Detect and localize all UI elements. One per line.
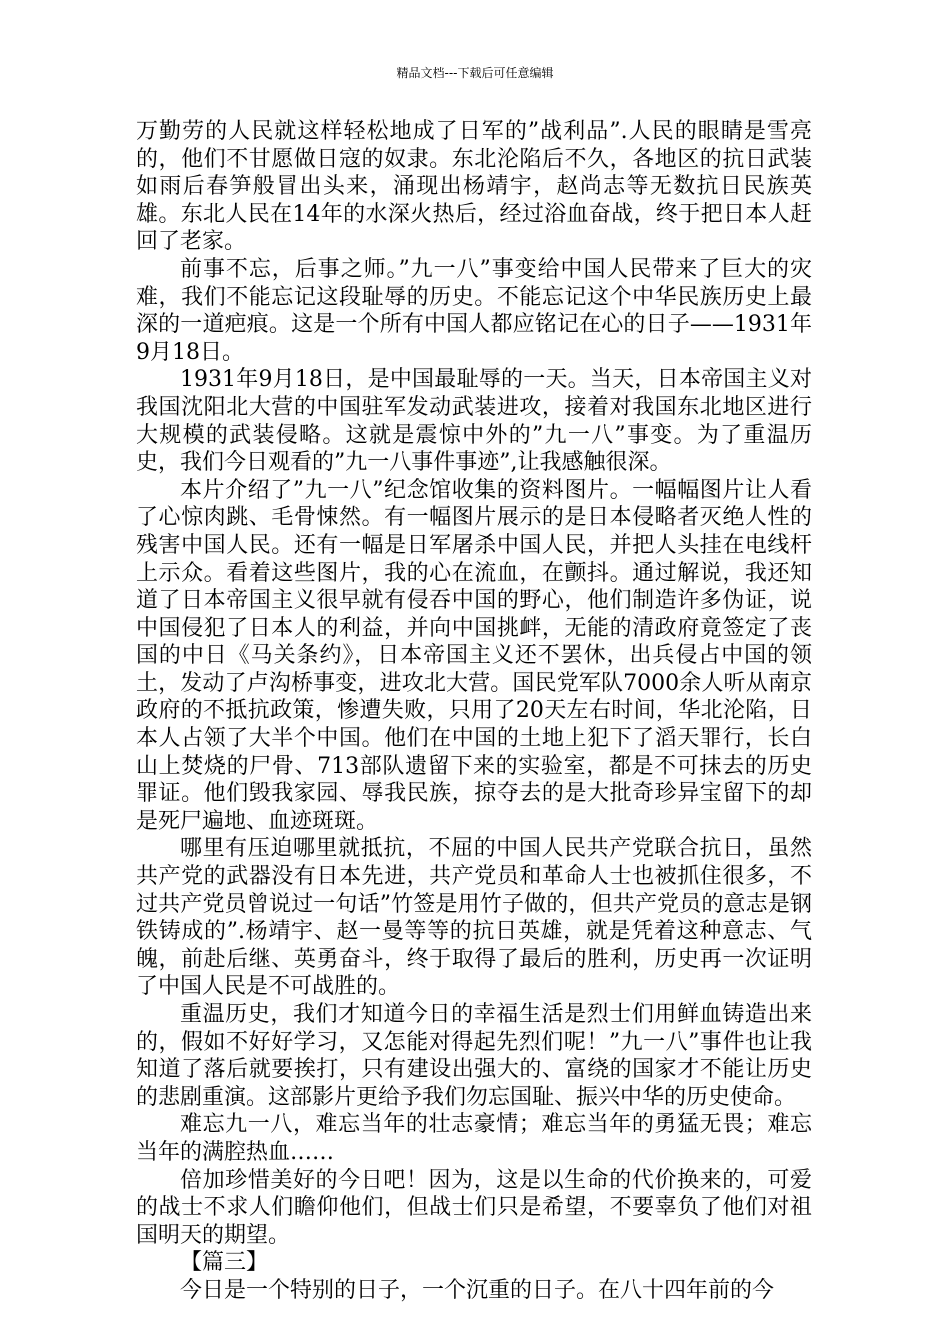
paragraph-3: 1931年9月18日，是中国最耻辱的一天。当天，日本帝国主义对我国沈阳北大营的中国驻军发动武装进攻，接着对我国东北地区进行大规模的武装侵略。这就是震惊中外的”九一八”事变。为了重温历史，我们今日观看的”九一八事件事迹”,让我感触很深。: [136, 367, 812, 476]
paragraph-4: 本片介绍了”九一八”纪念馆收集的资料图片。一幅幅图片让人看了心惊肉跳、毛骨悚然。有一幅图片展示的是日本侵略者灭绝人性的残害中国人民。还有一幅是日军屠杀中国人民，并把人头挂在电线杆上示众。看着这些图片，我的心在流血，在颤抖。通过解说，我还知道了日本帝国主义很早就有侵吞中国的野心，他们制造许多伪证，说中国侵犯了日本人的利益，并向中国挑衅，无能的清政府竟签定了丧国的中日《马关条约》，日本帝国主义还不罢休，出兵侵占中国的领土，发动了卢沟桥事变，进攻北大营。国民党军队7000余人听从南京政府的不抵抗政策，惨遭失败，只用了20天左右时间，华北沦陷，日本人占领了大半个中国。他们在中国的土地上犯下了滔天罪行，长白山上焚烧的尸骨、713部队遗留下来的实验室，都是不可抹去的历史罪证。他们毁我家园、辱我民族，掠夺去的是大批奇珍异宝留下的却是死尸遍地、血迹斑斑。: [136, 477, 812, 834]
paragraph-5: 哪里有压迫哪里就抵抗，不屈的中国人民共产党联合抗日，虽然共产党的武器没有日本先进，共产党员和革命人士也被抓住很多，不过共产党员曾说过一句话”竹签是用竹子做的，但共产党员的意志是钢铁铸成的”.杨靖宇、赵一曼等等的抗日英雄，就是凭着这种意志、气魄，前赴后继、英勇奋斗，终于取得了最后的胜利，历史再一次证明了中国人民是不可战胜的。: [136, 836, 812, 1000]
document-body: [136, 118, 812, 1305]
page-header: 精品文档---下载后可任意编辑: [396, 66, 554, 80]
paragraph-2: 前事不忘，后事之师。”九一八”事变给中国人民带来了巨大的灾难，我们不能忘记这段耻辱的历史。不能忘记这个中华民族历史上最深的一道疤痕。这是一个所有中国人都应铭记在心的日子——1931年9月18日。: [136, 256, 812, 365]
paragraph-8: 倍加珍惜美好的今日吧！因为，这是以生命的代价换来的，可爱的战士不求人们瞻仰他们，但战士们只是希望，不要辜负了他们对祖国明天的期望。: [136, 1167, 812, 1248]
section-heading: 【篇三】: [180, 1250, 269, 1276]
paragraph-7: 难忘九一八，难忘当年的壮志豪情；难忘当年的勇猛无畏；难忘当年的满腔热血……: [136, 1112, 812, 1165]
paragraph-6: 重温历史，我们才知道今日的幸福生活是烈士们用鲜血铸造出来的，假如不好好学习，又怎能对得起先烈们呢！”九一八”事件也让我知道了落后就要挨打，只有建设出强大的、富绕的国家才不能让历史的悲剧重演。这部影片更给予我们勿忘国耻、振兴中华的历史使命。: [136, 1002, 812, 1110]
paragraph-9: 今日是一个特别的日子，一个沉重的日子。在八十四年前的今: [180, 1277, 775, 1303]
paragraph-1: 万勤劳的人民就这样轻松地成了日军的”战利品”.人民的眼睛是雪亮的，他们不甘愿做日寇的奴隶。东北沦陷后不久，各地区的抗日武装如雨后春笋般冒出头来，涌现出杨靖宇，赵尚志等无数抗日民族英雄。东北人民在14年的水深火热后，经过浴血奋战，终于把日本人赶回了老家。: [136, 119, 812, 255]
